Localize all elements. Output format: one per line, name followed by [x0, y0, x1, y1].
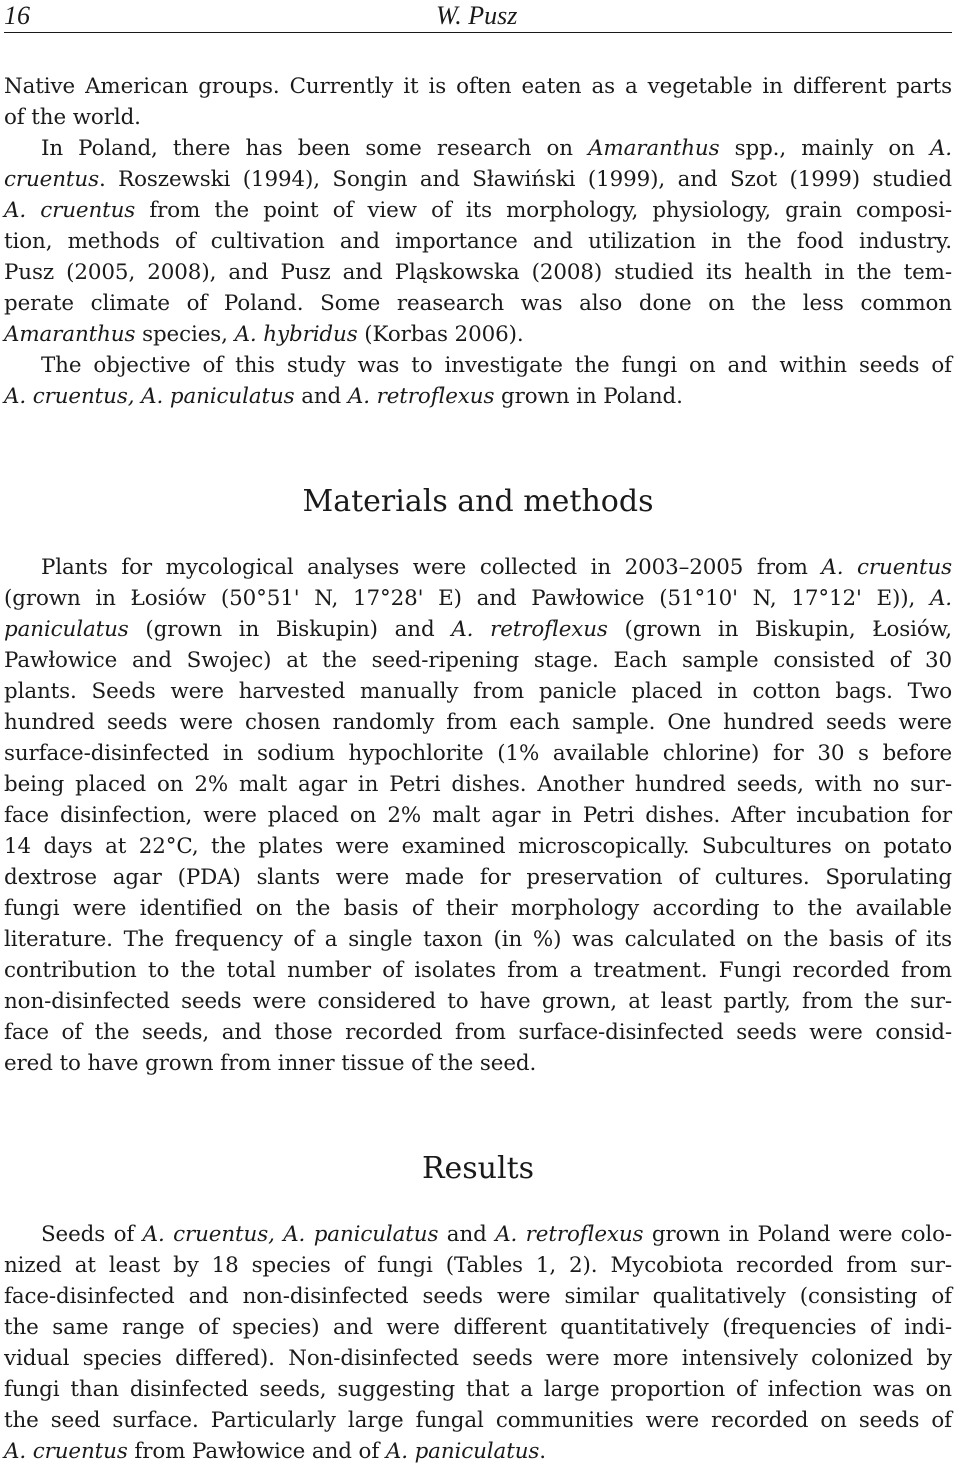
text-line: the seed surface. Particularly large fungal communities were recorded on seeds of [4, 1408, 952, 1433]
text-line: Seeds of A. cruentus, A. paniculatus and A. retroflexus grown in Poland were colo- [41, 1222, 953, 1247]
text-line: hundred seeds were chosen randomly from each sample. One hundred seeds were [4, 710, 952, 735]
text-line: face disinfection, were placed on 2% malt agar in Petri dishes. After incubation for [4, 803, 952, 828]
text-line: (grown in Łosiów (50°51' N, 17°28' E) and Pawłowice (51°10' N, 17°12' E)), A. [4, 586, 952, 611]
text-line: face of the seeds, and those recorded from surface-disinfected seeds were consid- [4, 1020, 952, 1045]
text-line: non-disinfected seeds were considered to have grown, at least partly, from the sur- [4, 989, 952, 1014]
results-paragraph [4, 1219, 952, 1467]
text-line: The objective of this study was to investigate the fungi on and within seeds of [41, 353, 952, 378]
methods-paragraph [4, 552, 952, 1079]
text-line: In Poland, there has been some research on Amaranthus spp., mainly on A. [41, 136, 952, 161]
text-line: Pawłowice and Swojec) at the seed-ripening stage. Each sample consisted of 30 [4, 648, 952, 673]
page-number: 16 [4, 1, 30, 30]
running-head-author: W. Pusz [436, 1, 518, 30]
text-line: the same range of species) and were different quantitatively (frequencies of indi- [4, 1315, 952, 1340]
intro-paragraph-2 [4, 133, 952, 350]
text-line: vidual species differed). Non-disinfected seeds were more intensively colonized by [4, 1346, 952, 1371]
text-line: A. cruentus, A. paniculatus and A. retroflexus grown in Poland. [4, 384, 683, 409]
text-line: 14 days at 22°C, the plates were examined microscopically. Subcultures on potato [4, 834, 952, 859]
text-line: cruentus. Roszewski (1994), Songin and Sławiński (1999), and Szot (1999) studied [4, 167, 952, 192]
running-header [4, 0, 952, 33]
section-heading-methods: Materials and methods [302, 484, 654, 519]
text-line: being placed on 2% malt agar in Petri dishes. Another hundred seeds, with no sur- [4, 772, 952, 797]
text-line: surface-disinfected in sodium hypochlorite (1% available chlorine) for 30 s before [4, 741, 952, 766]
text-line: A. cruentus from the point of view of its morphology, physiology, grain composi- [4, 198, 952, 223]
text-line: of the world. [4, 105, 141, 130]
section-heading-results: Results [421, 1151, 535, 1186]
text-line: A. cruentus from Pawłowice and of A. paniculatus. [4, 1439, 546, 1464]
text-line: ered to have grown from inner tissue of the seed. [4, 1051, 537, 1076]
intro-paragraph-3 [4, 350, 952, 412]
intro-paragraph-1 [4, 71, 952, 133]
text-line: Pusz (2005, 2008), and Pusz and Pląskowska (2008) studied its health in the tem- [4, 260, 952, 285]
text-line: Amaranthus species, A. hybridus (Korbas 2006). [4, 322, 524, 347]
text-line: contribution to the total number of isolates from a treatment. Fungi recorded from [4, 958, 952, 983]
text-line: perate climate of Poland. Some reasearch was also done on the less common [4, 291, 952, 316]
text-line: Native American groups. Currently it is often eaten as a vegetable in different parts [4, 74, 952, 99]
text-line: Plants for mycological analyses were collected in 2003–2005 from A. cruentus [41, 555, 952, 580]
text-line: paniculatus (grown in Biskupin) and A. retroflexus (grown in Biskupin, Łosiów, [4, 617, 953, 642]
text-line: fungi than disinfected seeds, suggesting that a large proportion of infection was on [4, 1377, 952, 1402]
text-line: literature. The frequency of a single taxon (in %) was calculated on the basis of its [4, 927, 952, 952]
text-line: nized at least by 18 species of fungi (Tables 1, 2). Mycobiota recorded from sur- [4, 1253, 952, 1278]
text-line: plants. Seeds were harvested manually from panicle placed in cotton bags. Two [4, 679, 952, 704]
text-line: face-disinfected and non-disinfected seeds were similar qualitatively (consisting of [4, 1284, 952, 1309]
text-line: dextrose agar (PDA) slants were made for preservation of cultures. Sporulating [4, 865, 952, 890]
text-line: fungi were identified on the basis of their morphology according to the available [4, 896, 952, 921]
text-line: tion, methods of cultivation and importance and utilization in the food industry. [4, 229, 952, 254]
